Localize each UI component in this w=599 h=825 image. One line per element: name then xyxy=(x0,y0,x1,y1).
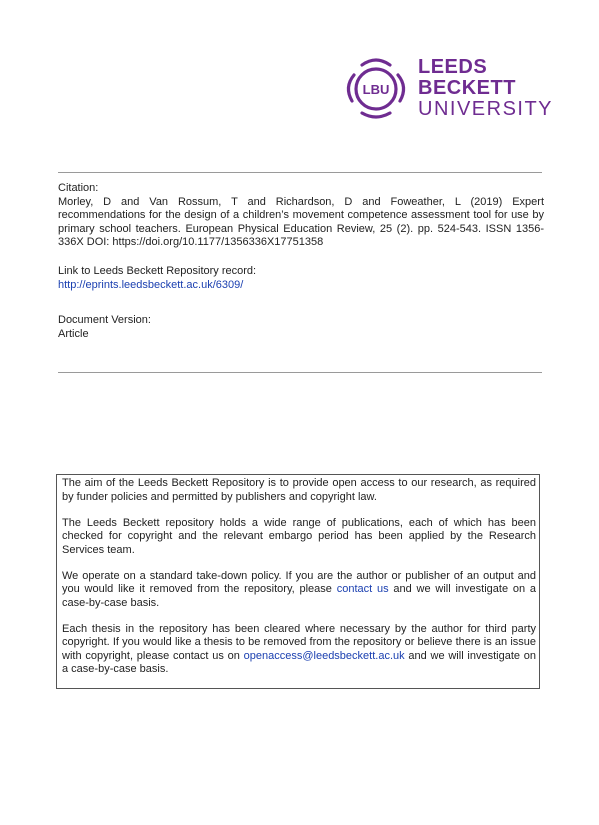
notice-paragraph-aim: The aim of the Leeds Beckett Repository is to provide open access to our research, as required by funder policies and permitted by publishers and copyright law. xyxy=(62,477,536,503)
takedown-text-before: We operate on a standard take-down policy. If you are the author or publisher of an output and you would like it removed from the repository, please xyxy=(62,569,536,595)
citation-section xyxy=(58,182,544,250)
repository-label: Link to Leeds Beckett Repository record: xyxy=(58,265,257,277)
openaccess-email-link[interactable]: openaccess@leedsbeckett.ac.uk xyxy=(243,649,405,662)
university-logo xyxy=(340,53,554,123)
thesis-text-after: and we will investigate on a case-by-case basis. xyxy=(62,649,537,675)
thesis-text-before: Each thesis in the repository has been cleared where necessary by the author for third party copyright. If you would like a thesis to be removed from the repository or believe there is an issue with copyright, please contact us on xyxy=(62,622,536,662)
logo-line-leeds: LEEDS xyxy=(418,56,488,78)
top-divider xyxy=(58,172,542,173)
bottom-divider xyxy=(58,372,542,373)
notice-paragraph-holdings: The Leeds Beckett repository holds a wide range of publications, each of which has been checked for copyright and the relevant embargo period has been applied by the Research Services team. xyxy=(62,516,536,556)
logo-monogram: LBU xyxy=(362,82,390,97)
version-section xyxy=(58,314,544,341)
version-label: Document Version: xyxy=(58,314,151,326)
version-value: Article xyxy=(58,327,89,340)
rose-emblem-icon xyxy=(340,53,412,121)
citation-label: Citation: xyxy=(58,182,99,194)
takedown-text-after: and we will investigate on a case-by-case basis. xyxy=(62,583,537,609)
repository-section xyxy=(58,265,544,292)
repository-link[interactable]: http://eprints.leedsbeckett.ac.uk/6309/ xyxy=(58,278,244,291)
notice-paragraph-takedown xyxy=(62,570,536,611)
citation-text: Morley, D and Van Rossum, T and Richardson, D and Foweather, L (2019) Expert recommendations for the design of a children’s movement competence assessment tool for use by primary school teachers. European Physical Education Review, 25 (2). pp. 524-543. ISSN 1356-336X DOI: https://doi.org/10.1177/1356336X17751358 xyxy=(58,195,544,248)
logo-line-beckett: BECKETT xyxy=(418,77,516,99)
logo-line-university: UNIVERSITY xyxy=(418,98,554,120)
logo-wordmark xyxy=(418,57,553,120)
notice-paragraph-thesis xyxy=(62,623,536,677)
repository-notice-box xyxy=(56,474,540,689)
contact-us-link[interactable]: contact us xyxy=(336,583,389,595)
